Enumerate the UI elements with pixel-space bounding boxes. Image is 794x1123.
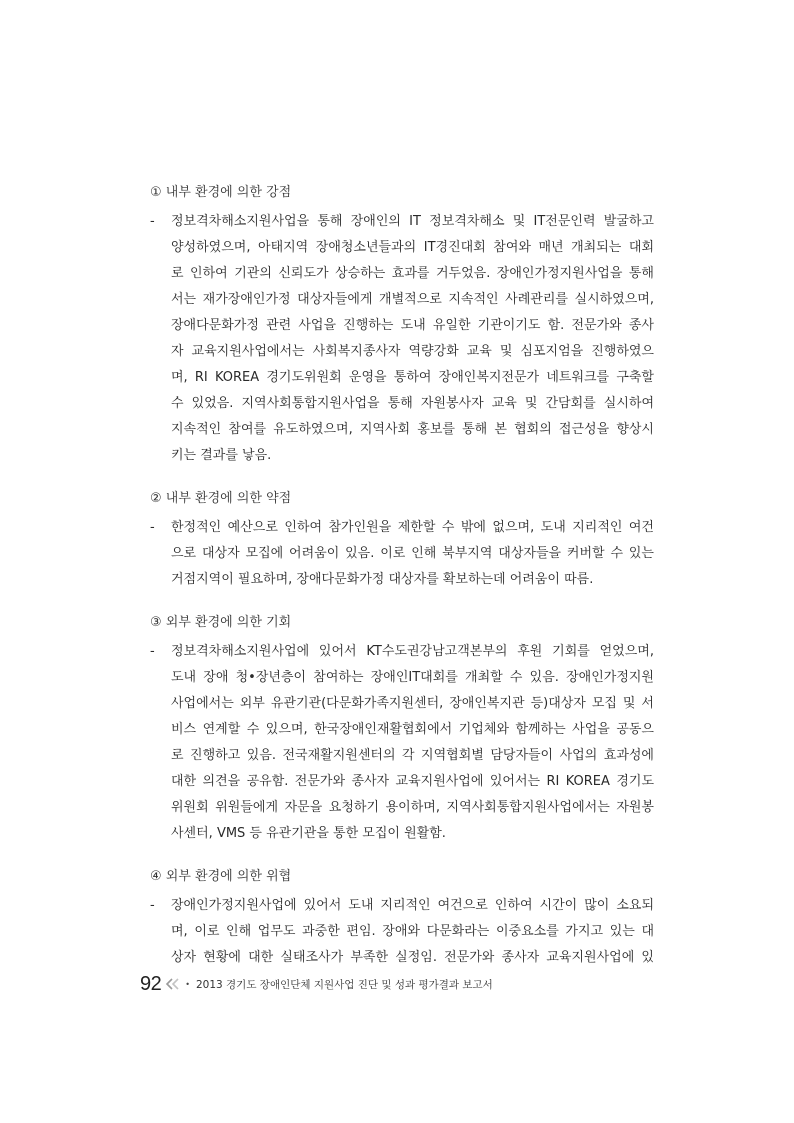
section-title: ④ 외부 환경에 의한 위협 xyxy=(150,869,292,884)
section-strengths xyxy=(148,183,654,469)
text-line: 도내 장애 청•장년층이 참여하는 장애인IT대회를 개최할 수 있음. 장애인가정지원 xyxy=(171,670,654,685)
text-line: 대한 의견을 공유함. 전문가와 종사자 교육지원사업에 있어서는 RI KOREA 경기도 xyxy=(171,774,654,789)
text-line: 지속적인 참여를 유도하였으며, 지역사회 홍보를 통해 본 협회의 접근성을 향상시 xyxy=(171,422,654,437)
dash-bullet: - xyxy=(150,644,155,659)
text-line: 상자 현황에 대한 실태조사가 부족한 실정임. 전문가와 종사자 교육지원사업에 있 xyxy=(171,950,654,965)
section-title: ② 내부 환경에 의한 약점 xyxy=(150,491,292,506)
document-body xyxy=(148,183,654,991)
section-title: ① 내부 환경에 의한 강점 xyxy=(150,185,292,200)
dash-bullet: - xyxy=(150,214,155,229)
text-line: 로 인하여 기관의 신뢰도가 상승하는 효과를 거두었음. 장애인가정지원사업을 통해 xyxy=(171,266,654,281)
text-line: 자 교육지원사업에서는 사회복지종사자 역량강화 교육 및 심포지엄을 진행하였으 xyxy=(171,344,654,359)
section-paragraph xyxy=(148,893,654,971)
page-footer xyxy=(140,972,493,996)
text-line: 수 있었음. 지역사회통합지원사업을 통해 자원봉사자 교육 및 간담회를 실시하여 xyxy=(171,396,654,411)
section-title: ③ 외부 환경에 의한 기회 xyxy=(150,615,292,630)
section-weaknesses xyxy=(148,489,654,593)
section-opportunities xyxy=(148,613,654,847)
footer-title: 2013 경기도 장애인단체 지원사업 진단 및 성과 평가결과 보고서 xyxy=(195,978,493,991)
section-threats xyxy=(148,867,654,971)
text-line: 로 진행하고 있음. 전국재활지원센터의 각 지역협회별 담당자들이 사업의 효과성에 xyxy=(171,748,654,763)
section-paragraph xyxy=(148,515,654,593)
text-line: 정보격차해소지원사업을 통해 장애인의 IT 정보격차해소 및 IT전문인력 발굴하고 xyxy=(171,214,654,229)
section-paragraph xyxy=(148,209,654,469)
page-number: 92 xyxy=(140,972,162,995)
text-line: 사센터, VMS 등 유관기관을 통한 모집이 원활함. xyxy=(171,826,446,841)
text-line: 비스 연계할 수 있으며, 한국장애인재활협회에서 기업체와 함께하는 사업을 공동으 xyxy=(171,722,654,737)
text-line: 며, 이로 인해 업무도 과중한 편임. 장애와 다문화라는 이중요소를 가지고 있는 대 xyxy=(171,924,654,939)
text-line: 양성하였으며, 아태지역 장애청소년들과의 IT경진대회 참여와 매년 개최되는 대회 xyxy=(171,240,654,255)
text-line: 며, RI KOREA 경기도위원회 운영을 통하여 장애인복지전문가 네트워크를 구축할 xyxy=(171,370,654,385)
text-line: 장애다문화가정 관련 사업을 진행하는 도내 유일한 기관이기도 함. 전문가와 종사 xyxy=(171,318,654,333)
text-line: 위원회 위원들에게 자문을 요청하기 용이하며, 지역사회통합지원사업에서는 자원봉 xyxy=(171,800,654,815)
footer-bullet: • xyxy=(185,979,190,989)
text-line: 으로 대상자 모집에 어려움이 있음. 이로 인해 북부지역 대상자들을 커버할 수 있는 xyxy=(171,546,654,561)
text-line: 사업에서는 외부 유관기관(다문화가족지원센터, 장애인복지관 등)대상자 모집 및 서 xyxy=(171,696,654,711)
section-paragraph xyxy=(148,639,654,847)
text-line: 서는 재가장애인가정 대상자들에게 개별적으로 지속적인 사례관리를 실시하였으며, xyxy=(171,292,654,307)
text-line: 정보격차해소지원사업에 있어서 KT수도권강남고객본부의 후원 기회를 얻었으며, xyxy=(171,644,654,659)
dash-bullet: - xyxy=(150,520,155,535)
double-chevron-left-icon xyxy=(165,978,181,990)
dash-bullet: - xyxy=(150,898,155,913)
text-line: 장애인가정지원사업에 있어서 도내 지리적인 여건으로 인하여 시간이 많이 소요되 xyxy=(171,898,654,913)
text-line: 한정적인 예산으로 인하여 참가인원을 제한할 수 밖에 없으며, 도내 지리적인 여건 xyxy=(171,520,654,535)
text-line: 키는 결과를 낳음. xyxy=(171,448,272,463)
text-line: 거점지역이 필요하며, 장애다문화가정 대상자를 확보하는데 어려움이 따름. xyxy=(171,572,594,587)
